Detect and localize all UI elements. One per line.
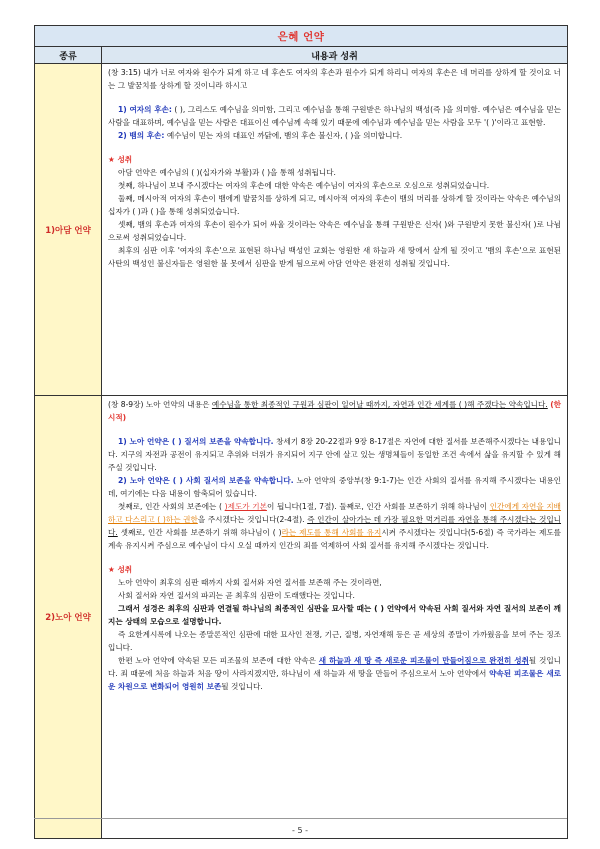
noah-point-3-part-d: 인간에게 자연을 지배하고 다스리고 ( )하는 권한 — [108, 502, 562, 524]
noah-fulfillment-5 — [108, 654, 561, 693]
noah-point-3-part-b: )제도가 기본 — [224, 502, 267, 511]
adam-fulfillment-5: 최후의 심판 이후 '여자의 후손'으로 표현된 하나님 백성인 교회는 영원한 새 하늘과 새 땅에서 살게 될 것이고 '뱀의 후손'으로 표현된 사탄의 백성인 불신자들은 영원한 불 못에서 심판을 받게 됨으로써 아담 언약은 완전히 성취될 것입니다. — [108, 246, 562, 268]
noah-verse-tag: (한시적) — [108, 400, 562, 422]
noah-covenant-label: 2)노아 언약 — [35, 396, 102, 839]
noah-fulfillment-3: 그래서 성경은 최후의 심판과 연결될 하나님의 최종적인 심판을 묘사할 때는 ( ) 언약에서 약속된 사회 질서와 자연 질서의 보존이 깨지는 상태의 모습으로 설명합니다. — [108, 604, 562, 626]
covenant-table — [34, 25, 568, 839]
noah-point-3-part-h: 라는 제도를 통해 사회를 유지 — [281, 528, 382, 537]
noah-fulfillment-2: 사회 질서와 자연 질서의 파괴는 곧 최후의 심판이 도래했다는 것입니다. — [118, 591, 355, 600]
noah-point-3-part-c: 이 됩니다(1절, 7절). 둘째로, 인간 사회를 보존하기 위해 하나님이 — [266, 502, 490, 511]
noah-point-2-text: 노아 언약의 중앙부(창 9:1-7)는 인간 사회의 질서를 유지해 주시겠다는 내용인데, 여기에는 다음 내용이 함축되어 있습니다. — [108, 476, 562, 498]
adam-point-1-text: ( ), 그리스도 예수님을 의미함, 그리고 예수님을 통해 구원받은 하나님의 백성(즉 )을 의미함. 예수님은 예수님을 믿는 사람을 대표하며, 예수님을 믿는 사람은 대표이신 예수님께 속해 있기 때문에 예수님과 예수님을 믿는 사람을 모두 '( )'이라고 표현함. — [108, 105, 562, 127]
column-header-content: 내용과 성취 — [102, 47, 568, 64]
adam-covenant-label: 1)아담 언약 — [35, 64, 102, 396]
noah-covenant-row — [35, 396, 568, 839]
adam-covenant-row — [35, 64, 568, 396]
page — [34, 25, 567, 839]
noah-point-1 — [108, 435, 561, 474]
page-number: - 5 - — [292, 826, 308, 835]
adam-point-1 — [108, 103, 561, 129]
footer-divider — [34, 818, 567, 819]
noah-point-1-text: 창세기 8장 20-22절과 9장 8-17절은 자연에 대한 질서를 보존해주시겠다는 내용입니다. 지구의 자전과 공전이 유지되고 추위와 더위가 유지되어 지구 안에 살고 있는 생명체들이 동일한 조건 속에서 삶을 유지할 수 있게 해 주실 것입니다. — [108, 437, 562, 472]
noah-verse — [108, 398, 561, 424]
noah-fulfillment-5-part-b: 새 하늘과 새 땅 즉 새로운 피조물이 만들어짐으로 완전히 성취 — [318, 656, 529, 665]
table-title: 은혜 언약 — [35, 26, 568, 47]
adam-point-1-label: 1) 여자의 후손: — [118, 105, 172, 114]
noah-point-3 — [108, 500, 561, 552]
column-header-type: 종류 — [35, 47, 102, 64]
adam-verse: (창 3:15) 내가 너로 여자와 원수가 되게 하고 네 후손도 여자의 후손과 원수가 되게 하리니 여자의 후손은 네 머리를 상하게 할 것이요 너는 그 발꿈치를 상하게 할 것이니라 하시고 — [108, 68, 562, 90]
adam-fulfillment-3: 둘째, 메시아적 여자의 후손이 뱀에게 발꿈치를 상하게 되고, 메시아적 여자의 후손이 뱀의 머리를 상하게 할 것이라는 약속은 예수님의 십자가 ( )과 ( )을 통해 성취되었습니다. — [108, 194, 562, 216]
noah-point-3-part-a: 첫째로, 인간 사회의 보존에는 ( — [118, 502, 225, 511]
noah-fulfillment-1: 노아 언약이 최후의 심판 때까지 사회 질서와 자연 질서를 보존해 주는 것이라면, — [118, 578, 382, 587]
noah-verse-intro: (창 8-9장) 노아 언약의 내용은 — [108, 400, 212, 409]
noah-point-3-part-e: 을 주시겠다는 것입니다(2-4절). — [197, 515, 308, 524]
adam-fulfillment-1: 아담 언약은 예수님의 ( )(십자가와 부활)과 ( )을 통해 성취됩니다. — [118, 168, 336, 177]
noah-point-3-part-f: 즉 인간이 살아가는 데 가장 필요한 먹거리를 자연을 통해 주시겠다는 것입니다. — [108, 515, 562, 537]
noah-point-2-label: 2) 노아 언약은 ( ) 사회 질서의 보존을 약속합니다. — [118, 476, 294, 485]
adam-covenant-content — [102, 64, 568, 396]
adam-point-2-label: 2) 뱀의 후손: — [118, 131, 165, 140]
noah-point-1-label: 1) 노아 언약은 ( ) 질서의 보존을 약속합니다. — [118, 437, 274, 446]
adam-fulfillment-title: ★ 성취 — [108, 155, 133, 164]
noah-point-3-part-g: 셋째로, 인간 사회를 보존하기 위해 하나님이 ( ) — [117, 528, 282, 537]
noah-fulfillment-4: 즉 요한계시록에 나오는 종말론적인 심판에 대한 묘사인 전쟁, 기근, 질병, 자연재해 등은 곧 세상의 종말이 가까웠음을 보여 주는 징조입니다. — [108, 630, 562, 652]
noah-fulfillment-5-part-c: 될 것입니다. 죄 때문에 처음 하늘과 처음 땅이 사라지겠지만, 하나님이 새 하늘과 새 땅을 만들어 주심으로서 노아 언약에서 — [108, 656, 562, 678]
noah-fulfillment-5-part-e: 될 것입니다. — [221, 682, 263, 691]
noah-point-2 — [108, 474, 561, 500]
adam-fulfillment-4: 셋째, 뱀의 후손과 여자의 후손이 원수가 되어 싸울 것이라는 약속은 예수님을 통해 구원받은 신자( )와 구원받지 못한 불신자( )로 나뉨으로써 성취되었습니다. — [108, 220, 562, 242]
noah-fulfillment-5-part-d: 약속된 피조물은 새로운 차원으로 변화되어 영원히 보존 — [108, 669, 562, 691]
noah-point-3-part-i: 시켜 주시겠다는 것입니다(5-6절) 즉 국가라는 제도를 계속 유지시켜 주심으로 예수님이 다시 오실 때까지 인간의 죄를 억제하여 사회 질서를 유지해 주시겠다는 것입니다. — [108, 528, 562, 550]
noah-fulfillment-title: ★ 성취 — [108, 565, 133, 574]
adam-point-2-text: 예수님이 믿는 자의 대표인 까닭에, 뱀의 후손 불신자, ( )을 의미합니다. — [166, 131, 403, 140]
noah-verse-promise: 예수님을 통한 최종적인 구원과 심판이 일어날 때까지, 자연과 인간 세계를 ( )해 주겠다는 약속입니다. — [211, 400, 548, 409]
noah-covenant-content — [102, 396, 568, 839]
adam-fulfillment-2: 첫째, 하나님이 보내 주시겠다는 여자의 후손에 대한 약속은 예수님이 여자의 후손으로 오심으로 성취되었습니다. — [118, 181, 490, 190]
adam-point-2 — [108, 129, 561, 142]
noah-fulfillment-5-part-a: 한편 노아 언약에 약속된 모든 피조물의 보존에 대한 약속은 — [118, 656, 319, 665]
